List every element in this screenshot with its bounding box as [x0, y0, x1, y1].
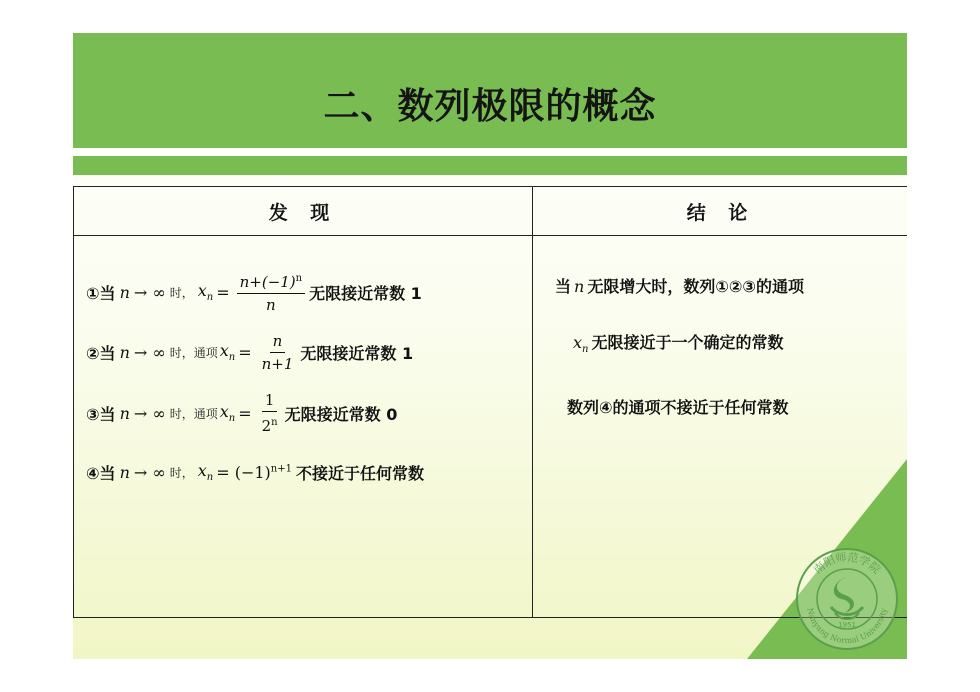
slide-title: 二、数列极限的概念 [323, 86, 657, 127]
university-seal-logo [795, 547, 899, 651]
finding-1: ①当 n → ∞ 时， $x_n$ = $\frac{n+(-1)^n}{n}$ 无限接近常数 1 [86, 270, 422, 314]
title-stripe [73, 156, 907, 175]
conclusion-1: 当 n 无限增大时，数列①②③的通项 [555, 277, 804, 296]
conclusion-3: 数列④的通项不接近于任何常数 [567, 398, 789, 417]
fraction-2: $\frac{n}{n+1}$ [261, 332, 294, 373]
header-conclusions: 结 论 [533, 187, 908, 236]
fraction-3: $\frac{1}{2^n}$ [261, 391, 278, 435]
header-findings: 发 现 [74, 187, 533, 236]
slide [73, 33, 907, 659]
svg-text:1951: 1951 [838, 621, 856, 629]
title-band [73, 33, 907, 148]
finding-2: ②当 n → ∞ 时， 通项 $x_n$ = $\frac{n}{n+1}$ 无限接近常数 1 [86, 332, 414, 373]
conclusion-2: $x_n$ 无限接近于一个确定的常数 [573, 333, 784, 356]
findings-cell [74, 236, 532, 617]
concept-table [73, 186, 907, 618]
fraction-1: $\frac{n+(-1)^n}{n}$ [237, 270, 306, 314]
finding-3: ③当 n → ∞ 时， 通项 $x_n$ = $\frac{1}{2^n}$ 无限接近常数 0 [86, 391, 398, 435]
svg-text:Nanyang Normal University: Nanyang Normal University [805, 607, 889, 646]
finding-4: ④当 n → ∞ 时， $x_n$ = $(-1)^{n+1}$ 不接近于任何常数 [86, 461, 424, 484]
svg-text:南阳师范学院: 南阳师范学院 [811, 550, 883, 577]
